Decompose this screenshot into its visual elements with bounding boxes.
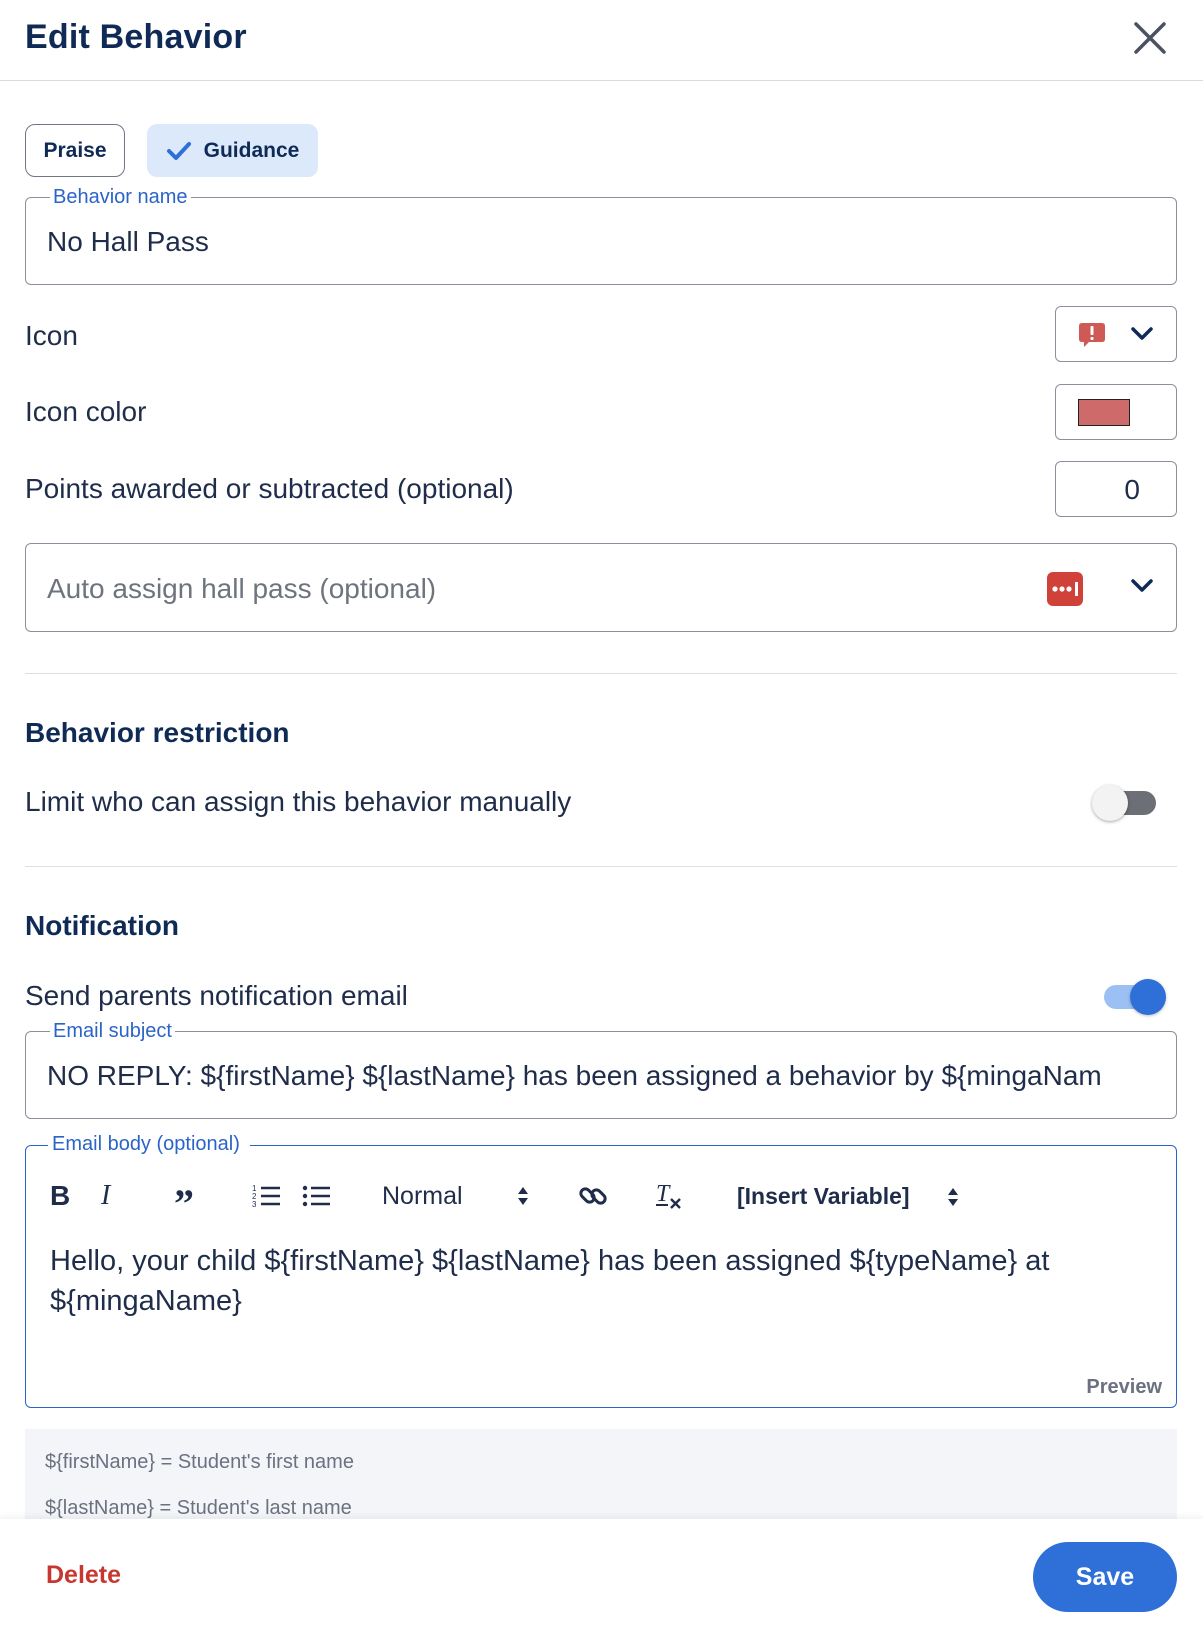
svg-text:2: 2	[252, 1192, 257, 1201]
points-label: Points awarded or subtracted (optional)	[25, 473, 514, 504]
points-value: 0	[1124, 474, 1140, 505]
bold-button[interactable]: B	[50, 1180, 71, 1211]
limit-assign-toggle[interactable]	[1092, 783, 1162, 823]
svg-text:3: 3	[252, 1200, 257, 1209]
email-body-text[interactable]	[50, 1241, 1150, 1321]
checkmark-icon	[166, 141, 192, 161]
editor-toolbar	[26, 1176, 1176, 1226]
divider	[25, 866, 1177, 867]
clear-formatting-icon	[654, 1181, 684, 1211]
behavior-name-value: No Hall Pass	[47, 226, 209, 257]
icon-color-label: Icon color	[25, 396, 147, 427]
divider	[25, 673, 1177, 674]
format-select-arrows[interactable]	[516, 1176, 530, 1216]
hall-pass-icon	[1046, 571, 1084, 607]
close-icon	[1130, 18, 1170, 58]
dialog-footer	[0, 1519, 1203, 1630]
save-label: Save	[1075, 1562, 1135, 1591]
close-button[interactable]	[1130, 18, 1170, 58]
auto-assign-placeholder: Auto assign hall pass (optional)	[47, 573, 437, 604]
bullet-list-button[interactable]	[302, 1176, 332, 1216]
points-input[interactable]	[1055, 461, 1177, 517]
clear-format-button[interactable]	[654, 1176, 684, 1216]
notification-title: Notification	[25, 910, 179, 941]
insert-variable-arrows[interactable]	[946, 1176, 960, 1216]
praise-label: Praise	[43, 138, 107, 162]
guidance-label: Guidance	[203, 138, 300, 162]
email-subject-field[interactable]	[25, 1020, 1177, 1119]
svg-text:1: 1	[252, 1184, 257, 1193]
send-parents-toggle[interactable]	[1098, 977, 1168, 1017]
auto-assign-hall-pass-select[interactable]	[25, 543, 1177, 632]
icon-label: Icon	[25, 320, 78, 351]
preview-link[interactable]: Preview	[1086, 1376, 1162, 1398]
ordered-list-button[interactable]	[252, 1176, 282, 1216]
bullet-list-icon	[302, 1183, 332, 1209]
behavior-restriction-title: Behavior restriction	[25, 717, 290, 748]
exclamation-speech-bubble-icon	[1078, 321, 1106, 349]
italic-button[interactable]: I	[101, 1180, 111, 1211]
save-button[interactable]	[1033, 1542, 1177, 1612]
sort-arrows-icon	[516, 1185, 530, 1207]
format-select[interactable]: Normal	[382, 1181, 463, 1210]
chevron-down-icon	[1130, 325, 1154, 343]
chevron-down-icon	[1130, 577, 1154, 595]
variables-legend	[25, 1429, 1177, 1519]
behavior-name-field[interactable]	[25, 186, 1177, 285]
delete-button[interactable]: Delete	[46, 1561, 122, 1589]
dialog-header	[0, 0, 1203, 81]
icon-select[interactable]	[1055, 306, 1177, 362]
guidance-button[interactable]	[147, 124, 318, 177]
limit-assign-label: Limit who can assign this behavior manually	[25, 786, 572, 817]
email-subject-label: Email subject	[50, 1019, 175, 1043]
praise-button[interactable]	[25, 124, 125, 177]
email-body-line: ${mingaName}	[50, 1285, 242, 1317]
send-parents-label: Send parents notification email	[25, 980, 408, 1011]
behavior-name-label: Behavior name	[50, 185, 191, 209]
email-body-editor[interactable]	[25, 1133, 1177, 1408]
ordered-list-icon	[252, 1183, 282, 1209]
blockquote-button[interactable]: ”	[174, 1180, 194, 1226]
link-icon	[578, 1181, 608, 1211]
email-body-line: Hello, your child ${firstName} ${lastName} has been assigned ${typeName} at	[50, 1245, 1050, 1277]
icon-color-picker[interactable]	[1055, 384, 1177, 440]
link-button[interactable]	[578, 1176, 608, 1216]
color-swatch	[1078, 399, 1130, 426]
email-subject-value: NO REPLY: ${firstName} ${lastName} has been assigned a behavior by ${mingaNam	[47, 1060, 1102, 1091]
insert-variable-select[interactable]: [Insert Variable]	[737, 1182, 910, 1209]
email-body-label: Email body (optional)	[48, 1132, 250, 1156]
dialog-title: Edit Behavior	[25, 18, 247, 56]
sort-arrows-icon	[946, 1185, 960, 1207]
svg-text:T: T	[656, 1181, 670, 1207]
variable-description: ${lastName} = Student's last name	[45, 1497, 352, 1519]
variable-description: ${firstName} = Student's first name	[45, 1451, 354, 1473]
